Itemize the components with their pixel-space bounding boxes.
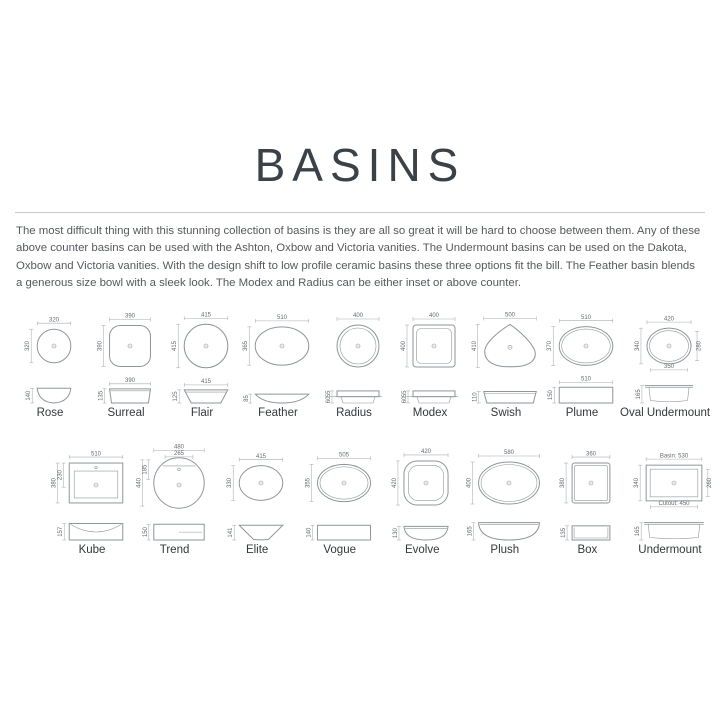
- basin-diagram: [12, 306, 88, 406]
- basin-cell-undermount: [630, 443, 714, 557]
- dimension-label: 510: [276, 315, 288, 322]
- dimension-label: 60: [402, 396, 408, 404]
- basin-diagram: [52, 443, 132, 543]
- basin-diagram: [547, 443, 627, 543]
- basin-name: Vogue: [323, 544, 356, 557]
- dimension-label: 140: [26, 390, 33, 401]
- basin-name: Flair: [190, 407, 214, 420]
- dimension-label: 420: [421, 449, 432, 456]
- dimension-label: 60: [326, 396, 332, 404]
- basin-diagram: [465, 443, 545, 543]
- basin-cell-feather: [240, 306, 316, 419]
- dimension-label: 390: [124, 378, 136, 385]
- basin-cell-kube: [52, 443, 132, 556]
- dimension-label: 415: [172, 341, 179, 352]
- dimension-label: 415: [256, 454, 267, 461]
- basin-name: Swish: [490, 407, 522, 420]
- dimension-label: 130: [393, 528, 400, 539]
- basin-name: Radius: [336, 407, 372, 420]
- basin-name: Oval Undermount: [620, 407, 711, 420]
- dimension-label: 141: [228, 527, 235, 538]
- basin-diagram: [382, 443, 462, 543]
- basin-diagram: [392, 306, 468, 406]
- dimension-label: 150: [548, 390, 555, 401]
- dimension-label: 510: [90, 451, 102, 458]
- basin-cell-surreal: [88, 306, 164, 419]
- basin-name: Modex: [412, 407, 448, 420]
- basin-cell-oval-undermount: [620, 306, 710, 419]
- dimension-label: 380: [560, 478, 567, 489]
- dimension-label: 340: [634, 478, 641, 489]
- basin-cell-radius: [316, 306, 392, 419]
- basin-diagram: [217, 443, 297, 543]
- dimension-label: 185: [141, 464, 148, 475]
- basin-row-1: [0, 306, 720, 419]
- basin-cell-evolve: [382, 443, 462, 556]
- basin-diagram: [135, 443, 215, 543]
- dimension-label: 390: [97, 341, 104, 352]
- basin-diagram: [544, 306, 620, 406]
- basin-cell-elite: [217, 443, 297, 556]
- dimension-label: 400: [466, 478, 473, 489]
- basin-diagram: [164, 306, 240, 406]
- dimension-label: 165: [635, 526, 642, 537]
- dimension-label: 510: [580, 315, 592, 322]
- basin-name: Kube: [78, 544, 106, 557]
- dimension-label: 370: [547, 341, 554, 352]
- dimension-label: 350: [664, 364, 675, 371]
- basin-name: Trend: [159, 544, 190, 557]
- basin-cell-modex: [392, 306, 468, 419]
- basin-name: Plume: [565, 407, 599, 420]
- dimension-label: 55: [326, 390, 332, 398]
- dimension-label: 355: [305, 478, 312, 489]
- basin-name: Feather: [258, 407, 298, 420]
- dimension-label: 150: [142, 527, 149, 538]
- dimension-label: 85: [244, 395, 251, 403]
- dimension-label: 140: [306, 527, 313, 538]
- basin-cell-box: [547, 443, 627, 556]
- basin-name: Elite: [245, 544, 269, 557]
- dimension-label: 135: [561, 528, 568, 539]
- basin-name: Surreal: [107, 407, 145, 420]
- basin-cell-plush: [465, 443, 545, 556]
- page-title: BASINS: [254, 139, 466, 191]
- basin-name: Box: [577, 544, 598, 557]
- basin-name: Undermount: [638, 544, 702, 557]
- dimension-label: 580: [503, 450, 514, 457]
- basin-cell-trend: [135, 443, 215, 556]
- dimension-label: 165: [636, 389, 643, 400]
- basin-diagram: [88, 306, 164, 406]
- dimension-label: 390: [124, 314, 136, 321]
- dimension-label: 420: [392, 478, 399, 489]
- dimension-label: 55: [402, 390, 408, 398]
- dimension-label: 340: [635, 341, 642, 352]
- dimension-label: 135: [98, 391, 105, 402]
- basin-diagram: [240, 306, 316, 406]
- basin-name: Plush: [490, 544, 520, 557]
- dimension-label: 480: [173, 444, 184, 451]
- dimension-label: 440: [135, 478, 142, 489]
- dimension-label: Basin: 530: [659, 453, 689, 460]
- basin-name: Rose: [36, 407, 64, 420]
- intro-paragraph: The most difficult thing with this stunning collection of basins is they are all so great it will be hard to choose between them. Any of these above counter basins can be used with the Ashton, Oxbow and Victoria vanities. The Undermount basins can be used on the Dakota, Oxbow and Victoria vanities. With the design shift to low profile ceramic basins these three options fit the bill. The Feather basin blends a generous size bowl with a sleek look. The Modex and Radius can be either inset or above counter.: [16, 225, 701, 289]
- dimension-label: 320: [25, 341, 32, 352]
- dimension-label: 110: [472, 392, 479, 403]
- basin-diagram: [627, 306, 703, 406]
- dimension-label: 125: [173, 391, 180, 402]
- dimension-label: 380: [51, 478, 58, 489]
- dimension-label: 400: [401, 341, 407, 352]
- dimension-label: 400: [352, 313, 364, 320]
- dimension-label: 420: [664, 316, 675, 323]
- basin-cell-flair: [164, 306, 240, 419]
- dimension-label: 500: [504, 312, 516, 319]
- dimension-label: 410: [471, 341, 478, 352]
- basin-cell-swish: [468, 306, 544, 419]
- basin-row-2: [0, 443, 720, 556]
- dimension-label: 415: [200, 379, 212, 386]
- dimension-label: 265: [173, 451, 184, 458]
- basin-cell-plume: [544, 306, 620, 419]
- dimension-label: 330: [227, 478, 234, 489]
- dimension-label: 230: [57, 470, 64, 481]
- divider: [15, 212, 705, 213]
- dimension-label: 400: [428, 313, 440, 320]
- dimension-label: 365: [243, 341, 250, 352]
- dimension-label: 510: [580, 376, 592, 383]
- basin-cell-rose: [12, 306, 88, 419]
- basin-diagram: [468, 306, 544, 406]
- dimension-label: 505: [338, 452, 349, 459]
- dimension-label: 260: [707, 478, 714, 489]
- dimension-label: Cutout: 450: [658, 501, 690, 508]
- basin-name: Evolve: [404, 544, 440, 557]
- dimension-label: 280: [696, 341, 703, 352]
- dimension-label: 157: [58, 527, 65, 538]
- basin-diagram: [316, 306, 392, 406]
- dimension-label: 415: [200, 312, 212, 319]
- basin-diagram: [300, 443, 380, 543]
- basin-cell-vogue: [300, 443, 380, 556]
- basin-diagram: [630, 443, 714, 543]
- dimension-label: 165: [467, 526, 474, 537]
- dimension-label: 320: [48, 317, 60, 324]
- dimension-label: 360: [586, 451, 597, 458]
